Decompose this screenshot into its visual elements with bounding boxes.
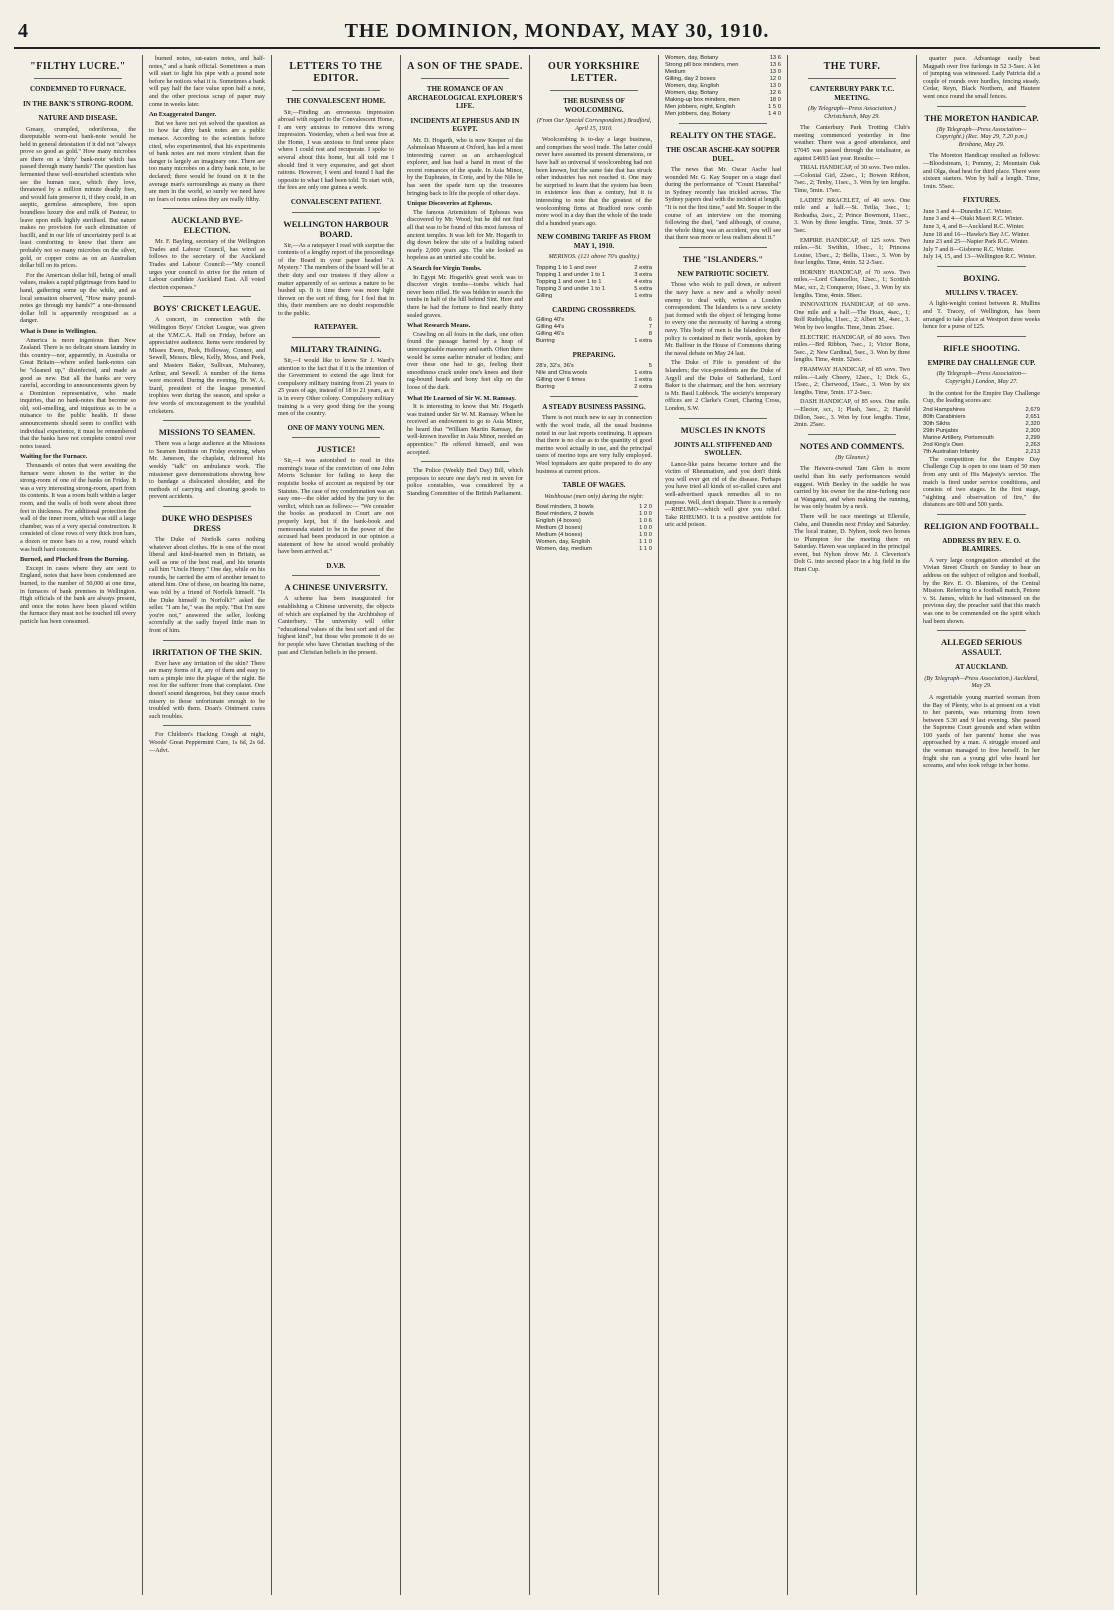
section-heading: FIXTURES. (962, 196, 1001, 205)
column-5 (530, 55, 659, 1595)
paragraph: The Duke of Norfolk cares nothing whatever about clothes. He is one of the most liberal and kind-hearted men in Britain, as well as one of the best read, and his tenants call him "Uncle Henry." One day, while on his rounds, he carried the arm of another tenant to attend him. One of these, on hearing his name, was told by a friend of Norfolk himself. "Is the Duke himself in Norfolk?" asked the seller. "I am he," was the reply. "But I'm sure you're not," answered the seller, looking scornfully at the sadly frayed little man in front of him. (149, 535, 265, 635)
paragraph: In Egypt Mr. Hogarth's great work was to discover virgin tombs—tombs which had never been rifled. He was bidden to search the tombs in half of the hill behind Sint. Here and there he had the fortune to find nearly thirty sealed graves. (407, 273, 523, 319)
section-heading: A STEADY BUSINESS PASSING. (542, 402, 646, 411)
column-7 (788, 55, 917, 1595)
article-title: NOTES AND COMMENTS. (799, 440, 905, 451)
divider (937, 266, 1026, 267)
dateline: (By Telegraph—Press Association—Copyright.) (Rec. May 29, 7.20 p.m.) Brisbane, May 29. (935, 125, 1028, 148)
article-subtitle: ADDRESS BY REV. E. O. BLAMIRES. (942, 536, 1021, 554)
wages-row (665, 104, 781, 111)
table-title: CARDING CROSSBREDS. (552, 305, 636, 314)
table-subtitle: MERINOS. (121 above 70's quality.) (548, 253, 640, 261)
table-cell-label: 28's, 32's, 36's (536, 362, 574, 369)
divider (163, 296, 251, 297)
table-title: TABLE OF WAGES. (562, 481, 626, 490)
table-cell-label: Gilling (536, 292, 553, 299)
table-cell-label: Medium (3 boxes) (536, 525, 583, 532)
table-cell-value: 2,320 (1025, 420, 1040, 427)
article-title: BOYS' CRICKET LEAGUE. (153, 303, 261, 314)
table-cell-label: 80th Carabiniers (923, 413, 966, 420)
table-cell-value: 2,651 (1025, 413, 1040, 420)
preparing-row (536, 377, 652, 384)
table-cell-value: 1 4 0 (768, 111, 781, 117)
paragraph: Greasy, crumpled, odoriferous, the disreputable worn-out bank-note would be held in general detestation if it did not "always prove so good as gold." How many microbes are there on a 'dirty' bank-note which has passed through many hands? The question has fermented these well-nourished scientists who see the human race, which they love, threatened by a million minute deadly foes, and would fain preserve it, if they could, in an aseptic, germless atmosphere, free upon boundless luxury doe and milk of Pasteur, to leave upon milk highly sterilised. But nature makes no provision for such elimination of bacilli, and in our life of uncertainty peril is at least comforting to know that there are probably not so many microbes on the silver, gold, or copper coins as on an Australian dollar bill on its prices. (20, 125, 136, 270)
section-heading: Waiting for the Furnace. (20, 453, 88, 461)
table-cell-label: Women, day, Botany (665, 55, 719, 61)
table-cell-label: Women, day, English (665, 83, 720, 89)
table-cell-label: Strong pill box minders, men (665, 62, 739, 68)
crossbreds-row (536, 338, 652, 345)
table-cell-value: 1 5 0 (768, 104, 781, 110)
table-cell-value: 12 0 (769, 76, 781, 82)
divider (292, 90, 380, 91)
table-cell-label: Nile and Chia wools (536, 369, 588, 376)
paragraph: The Police (Weekly Bed Day) Bill, which proposes to secure one day's rest in seven for police constables, was considered by a Standing Committee of the British Parliament. (407, 467, 523, 498)
column-4 (401, 55, 530, 1595)
divider (34, 78, 122, 79)
table-cell-label: Gilling 46's (536, 331, 565, 338)
table-cell-value: 13 6 (769, 62, 781, 68)
wages-row (665, 76, 781, 83)
table-cell-value: 1 0 0 (639, 525, 652, 532)
table-cell-value: 1 0 0 (639, 511, 652, 518)
preparing-row (536, 370, 652, 377)
divider (937, 106, 1026, 107)
tariff-row (536, 293, 652, 300)
wages-row (536, 539, 652, 546)
advertisement: Lance-like pains became torture and the victim of Rheumatism, and you don't think you will ever get rid of the disease. Perhaps you have tried all kinds of so-called cures and well-advertised quack remedies all to no purpose. Well, don't despair. There is a remedy—RHEUMO—which will give you relief. Take RHEUMO. It is a positive antidote for uric acid poison. (665, 460, 781, 529)
article-title: RELIGION AND FOOTBALL. (923, 520, 1039, 531)
table-cell-value: 1 2 0 (639, 504, 652, 511)
article-subtitle: IN THE BANK'S STRONG-ROOM. (23, 99, 133, 108)
paragraph: But we have not yet solved the question as to how far dirty bank notes are a public menace. According to the scientists before cited, who experimented, that his experiments of bank notes are not more virulent than the danger is largely an imaginary one. There are too many microbes on a dirty bank note, to be declared; there would be found on it in the average man's surroundings as many as there are men in the world, so surely we need have no fears of notes unless they are really filthy. (149, 119, 265, 203)
byline: (By Gleaner.) (835, 453, 869, 461)
preparing-table (536, 363, 652, 391)
wages-row (536, 525, 652, 532)
preparing-row (536, 384, 652, 391)
paragraph: The famous Artemisium of Ephesus was discovered by Mr. Wood; but he did not find all that was to be found of this most famous of ancient temples. It was left for Mr. Hogarth to dig down below the site of a building raised nearly 2,000 years ago. The site looked as hopeless as an untried site could be. (407, 208, 523, 262)
table-cell-value: 2,300 (1025, 427, 1040, 434)
score-row (923, 421, 1040, 428)
table-cell-value: 2,263 (1025, 441, 1040, 448)
divider (808, 434, 896, 435)
paragraph: The competition for the Empire Day Challenge Cup is open to one team of 50 men from any unit of His Majesty's service. The match is fired under service conditions, and consists of two stages. In the first stage, "sighting and observation of fire," the distances are 600 and 500 yards. (923, 455, 1040, 509)
divider (550, 396, 638, 397)
table-cell-label: Gilling over 6 times (536, 376, 586, 383)
paragraph: Sir,—Finding an erroneous impression abroad with regard to the Convalescent Home, I am very anxious to remove this wrong impression. Yesterday, when a bed was free at the Home, I was anxious to find some place where I could rest and recuperate. I spoke to several about this home, but all told me I should find it very expensive, and get short rations. However, I went and found I had the opposite to what I had been told. To start with, the fees are only one guinea a week. (278, 108, 394, 192)
article-title: DUKE WHO DESPISES DRESS (161, 512, 253, 533)
divider (421, 461, 509, 462)
fixture-item: July 7 and 8—Gisborne R.C. Winter. (923, 245, 1015, 253)
paragraph: A regrettable young married woman from the Bay of Plenty, who is at present on a visit to her parents, was returning from town between 5.30 and 9 last evening. She passed the Supreme Court grounds and when within 100 yards of her parents' home she was approached by a man. A struggle ensued and the woman managed to free herself. In her fright she ran a young girl who heard her screams, and who took refuge in her home. (923, 693, 1040, 770)
table-cell-label: Women, day, medium (536, 546, 592, 553)
wages-row (536, 546, 652, 553)
wages-row (536, 504, 652, 511)
table-cell-value: 3 extra (634, 271, 652, 278)
section-heading: A Search for Virgin Tombs. (407, 265, 482, 272)
paragraph: quarter pace. Advantage easily beat Magpath over five furlongs in 52 3-5sec. A lot of jumping was witnessed. Lady Patricia did a couple of rounds over hurdles, fencing steady. Cedar, Reyn, Black Northern, and Hautere went once round the small fences. (923, 55, 1040, 100)
advertisement: For Children's Hacking Cough at night, Woods' Great Peppermint Cure, 1s 6d, 2s 6d.—Advt. (149, 731, 265, 754)
article-title: OUR YORKSHIRE LETTER. (548, 61, 640, 84)
table-cell-value: 18 0 (769, 97, 781, 103)
fixtures-list (923, 208, 1040, 261)
table-cell-value: 7 (648, 324, 652, 331)
article-title: THE "ISLANDERS." (682, 253, 764, 264)
crossbreds-row (536, 331, 652, 338)
wages-row (665, 97, 781, 104)
paragraph: Those who wish to pull down, or subvert the navy have a new and a wholly novel enemy to deal with, writes a London correspondent. The Islanders is a new society just formed with the object of bringing home to every one the necessity of having a strong navy. This body of men is the Islanders; their policy is contained in their words, spoken by Mr. Balfour in the House of Commons during the naval debate on May 24 last. (665, 281, 781, 357)
divider (292, 437, 380, 438)
scores-table (923, 407, 1040, 456)
paragraph: burned notes, rat-eaten notes, and half-notes," and a bank official. Sometimes a man will start to light his pipe with a pound note before he notices what it is. Sometimes a bank will pay half the face value upon half a note, and the other precious scrap of paper may come in weeks later. (149, 55, 265, 108)
table-cell-value: 1 1 0 (639, 539, 652, 546)
table-cell-value: 2 extra (634, 264, 652, 271)
table-cell-value: 5 (648, 362, 652, 369)
wages-row (536, 511, 652, 518)
table-cell-value: 1 extra (634, 292, 652, 299)
paragraph: Sir,—As a ratepayer I read with surprise the contents of a lengthy report of the proceedings of the Board in your paper headed "A Mystery." The members of the board will be at their duty and our trustees if they allow a matter apparently of so serious a nature to be hushed up. It is time there was more light thrown on the sort of thing, for I feel that in this, their members are no doubt responsible to the public. (278, 241, 394, 317)
column-3 (272, 55, 401, 1595)
race-result: ELECTRIC HANDICAP, of 80 sovs. Two miles.—Brd Ribbon, 7sec., 1; Victor Bone, 5sec., 2; New Cardinal, 5sec., 3. Won by three lengths. Time, 4min. 52sec. (794, 333, 910, 364)
dateline: (From Our Special Correspondent.) Bradford, April 15, 1910. (536, 117, 652, 132)
paragraph: There is not much new to say in connection with the wool trade, all the usual business noted in our last reports continuing. It appears that there is no clue as to the quantity of good merino wool actually in use, and the principal users of merino tops are very fully employed. Wool topmakers are quite prepared to do any business at current prices. (536, 414, 652, 475)
divider (679, 123, 767, 124)
paragraph: A scheme has been inaugurated for establishing a Chinese university, the objects of which are explained by the Archbishop of Canterbury. The university will offer "educational values of the best sort and of the highest kind", but those who promote it do so for people who have Christian teaching of the past and Christian beliefs in the present. (278, 595, 394, 656)
article-subtitle: THE ROMANCE OF AN ARCHAEOLOGICAL EXPLORER'S LIFE. (407, 85, 523, 110)
article-subtitle: INCIDENTS AT EPHESUS AND IN EGYPT. (410, 116, 520, 133)
table-cell-value: 2,299 (1025, 434, 1040, 441)
signature: ONE OF MANY YOUNG MEN. (287, 423, 385, 432)
article-title: A CHINESE UNIVERSITY. (284, 582, 388, 593)
table-cell-value: 1 extra (634, 376, 652, 383)
fixture-item: July 14, 15, and 13—Wellington R.C. Winter. (923, 253, 1037, 261)
table-cell-label: 2nd King's Own (923, 441, 964, 448)
table-cell-label: Gilling, day 2 boxes (665, 76, 716, 82)
table-cell-label: Marine Artillery, Portsmouth (923, 434, 994, 441)
paragraph: Crawling on all fours in the dark, one often found the passage barred by a heap of unrecognisable masonry and earth. Often there would be some earlier intruder of bodies; and over these one had to go, feeling their smoothness crack under one's knees and their rag-bound heads and bony feet slip on the loose of the dark. (407, 330, 523, 391)
table-cell-label: 2nd Hampshires (923, 406, 966, 413)
divider (163, 725, 251, 726)
preparing-row (536, 363, 652, 370)
race-result: FRAMWAY HANDICAP, of 85 sovs. Two miles.—Lady Cheery, 12sec., 1; Dick G., 15sec., 2; Cherwood, 15sec., 3. Won by six lengths. Time, 5min. 17 2-5sec. (794, 366, 910, 396)
article-title: A SON OF THE SPADE. (407, 61, 523, 72)
table-cell-label: Gilling 40's (536, 317, 565, 324)
article-title: MILITARY TRAINING. (290, 343, 382, 354)
paragraph: Woolcombing is to-day a large business, and comprises the wool trade. The latter could never have assumed its present dimensions, or have half so universal if woolcombing had not been known, but the same fate that has struck other industries has not reached it. One may be surprised to learn that the system has been in existence less than a century, but it is interesting to note that the greatest of the woolcombing firms at Bradford now comb more wool in a day than the whole of the trade did a hundred years ago. (536, 136, 652, 227)
column-2 (143, 55, 272, 1595)
score-row (923, 442, 1040, 449)
fixture-item: June 18 and 16—Hawke's Bay J.C. Winter. (923, 230, 1030, 238)
paragraph: Ever have any irritation of the skin? There are many forms of it, any of them and easy to turn a pimple into the plague of the night. Be rest for the sufferer from that complaint. One doesn't sound dangerous, but they cause much misery to those unfortunate enough to be troubled with them. Doan's Ointment cures such troubles. (149, 659, 265, 720)
paragraph: In the contest for the Empire Day Challenge Cup, the leading scores are: (923, 389, 1040, 405)
table-cell-label: Women, day, Botany (665, 90, 719, 96)
article-title: MISSIONS TO SEAMEN. (158, 427, 256, 438)
wages-row (536, 532, 652, 539)
article-title: ALLEGED SERIOUS ASSAULT. (940, 637, 1022, 658)
article-title: BOXING. (963, 272, 1000, 283)
wages-table-continued (665, 55, 781, 118)
masthead (14, 20, 1100, 49)
article-title: RIFLE SHOOTING. (943, 342, 1020, 353)
table-cell-label: Women, day, English (536, 539, 591, 546)
fixture-item: June 3 and 4—Dunedin J.C. Winter. (923, 207, 1013, 215)
advert-subtitle: JOINTS ALL STIFFENED AND SWOLLEN. (673, 440, 773, 458)
divider (937, 336, 1026, 337)
table-cell-label: Burring (536, 383, 555, 390)
column-8 (917, 55, 1046, 1595)
fixture-item: June 23 and 25—Napier Park R.C. Winter. (923, 238, 1029, 246)
paragraph: Except in cases where they are sent to England, notes that have been condemned are burned, to the number of 50,000 at one time, in furnaces of bank premises in Wellington. High officials of the bank are always present, and once the notes have been placed within the furnace they must not be touched till every particle has been consumed. (20, 564, 136, 625)
article-title: LETTERS TO THE EDITOR. (289, 61, 383, 84)
wages-row (536, 518, 652, 525)
fixture-item: June 3, 4, and 8—Auckland R.C. Winter. (923, 223, 1025, 230)
table-cell-label: Bowl minders, 3 bowls (536, 504, 594, 511)
article-title: "FILTHY LUCRE." (30, 61, 126, 72)
paragraph: A concert, in connection with the Wellington Boys' Cricket League, was given at the Y.M.C.A. Hall on Friday, before an appreciative audience. Items were rendered by Misses Ewen, Peek, Holloway, Connor, and Sewell, Messrs. Blew, Kelly, Moss, and Peek, and Masters Baker, Sullivan, Mulvaney, Arthur, and Sewell. A number of the items were encored. During the evening, Dr. W. A. Izard, president of the league presented trophies won during the season, and spoke a few words of encouragement to the youthful cricketers. (149, 316, 265, 415)
race-result: EMPIRE HANDICAP, of 125 sovs. Two miles.—St. Swithin, 10sec., 1; Princess Louise, 15sec., 2; Bellis, 11sec., 3. Won by four lengths. Time, 4min. 52 2-5sec. (794, 236, 910, 267)
divider (421, 78, 509, 79)
page-number: 4 (18, 20, 28, 42)
table-cell-label: Medium (665, 69, 686, 75)
table-cell-value: 1 1 0 (639, 546, 652, 553)
divider (163, 208, 251, 209)
newspaper-title: THE DOMINION, MONDAY, MAY 30, 1910. (344, 20, 770, 42)
wages-row (665, 69, 781, 76)
divider (163, 506, 251, 507)
article-title: AUCKLAND BYE-ELECTION. (171, 215, 243, 236)
signature: CONVALESCENT PATIENT. (290, 198, 382, 207)
race-result: INNOVATION HANDICAP, of 60 sovs. One mile and a half.—The Hoax, 4sec., 1; Rolf Rudolpha, 11sec., 2; Albert M., 4sec., 3. Won by two lengths. Time, 3min. 25sec. (794, 301, 910, 332)
paragraph: A light-weight contest between R. Mullins and T. Tracey, of Wellington, has been arranged to take place at Westport three weeks hence for a purse of £25. (923, 300, 1040, 331)
paragraph: Sir,—I would like to know Sir J. Ward's attention to the fact that if it is the intention of the Government to extend the age limit for compulsory military training from 21 years to 25 years of age, instead of 18 to 21 years, as it is in every Other colony. Compulsory military training is a very good thing for the young men of the country. (278, 356, 394, 418)
paragraph: Mr. F. Bayling, secretary of the Wellington Trades and Labour Council, has wired as follows to the secretary of the Auckland Trades and Labour Council:—"My council urges your council to strive for the return of Labour candidate Auckland East. All voted election expenses." (149, 238, 265, 291)
paragraph: The Hawera-owned Tam Glen is more useful than his early performances would suggest. With Beeley in the saddle he was carried by his owner for the nine-furlong race at Wanganui, and when making the running, he was only beaten by a neck. (794, 465, 910, 511)
score-row (923, 407, 1040, 414)
tariff-row (536, 272, 652, 279)
section-heading: What He Learned of Sir W. M. Ramsay. (407, 394, 516, 402)
signature: RATEPAYER. (314, 323, 358, 332)
race-result: HORNBY HANDICAP, of 70 sovs. Two miles.—Lord Chancellor, 12sec., 1; Scottish Mac, scr., 2; Conqueror, 16sec., 3. Won by six lengths. Time, 4min. 58sec. (794, 268, 910, 299)
article-subtitle: CANTERBURY PARK T.C. MEETING. (809, 85, 895, 102)
table-cell-label: 29th Punjabis (923, 427, 959, 434)
table-cell-label: Topping 3 and under 1 to 1 (536, 285, 605, 292)
wages-row (665, 111, 781, 118)
tariff-table (536, 265, 652, 300)
table-cell-value: 1 extra (634, 369, 652, 376)
paragraph: The Duke of Fife is president of the Islanders; the vice-presidents are the Duke of Argyll and the Duke of Sutherland, Lord Baker is the chairman; and the hon. secretary is Mr. Basil Lubbock. The society's temporary offices are 2 Clarke's Court, Charing Cross, London, S.W. (665, 359, 781, 412)
table-cell-value: 2,679 (1025, 406, 1040, 413)
article-subtitle: CONDEMNED TO FURNACE. (30, 85, 126, 93)
paragraph: The news that Mr. Oscar Asche had wounded Mr. G. Kay Souper on a stage duel during the performance of "Count Hannibal" in Sydney recently has trickled across. The Sydney papers deal with the incident at length. "It is not the first time," said Mr. Souper in the course of an interview on the morning following the duel, "and although, of course, the whole thing was an accident, you will see that there was more or less realism about it." (665, 166, 781, 242)
article-subtitle: MULLINS V. TRACEY. (945, 288, 1018, 297)
section-heading: What is Done in Wellington. (20, 327, 97, 335)
divider (550, 90, 638, 91)
divider (163, 640, 251, 641)
article-title: REALITY ON THE STAGE. (670, 130, 776, 140)
article-subtitle: NATURE AND DISEASE. (38, 114, 118, 122)
paragraph: For the American dollar bill, being of small values, makes a rapid pilgrimage from hand to hand, gathering some up the while, and as local sensation observed, "How many pound-notes go through my hands?" a one-thousand dollar bill is apparently recognised as a danger. (20, 271, 136, 325)
table-cell-label: Topping 1 and under 1 to 1 (536, 271, 605, 278)
table-title: PREPARING. (572, 351, 616, 360)
table-cell-value: 1 0 0 (639, 532, 652, 539)
article-subtitle: THE CONVALESCENT HOME. (286, 97, 386, 105)
table-cell-value: 8 (648, 331, 652, 338)
score-row (923, 414, 1040, 421)
divider (292, 337, 380, 338)
wages-table (536, 504, 652, 553)
wages-row (665, 55, 781, 62)
paragraph: Thousands of notes that were awaiting the furnace were shown to the writer in the strong-room of one of the banks on Friday. It was a very interesting strong-room, apart from its contents. It was a room built within a larger room, and the walls of both were about three feet in thickness. For additional protection the wall of the inner room, which was still a large chamber, was of a very special construction. It consisted of close rows of very thick iron bars, a dozen or more bars to a row, round which was built hard concrete. (20, 462, 136, 553)
divider (808, 78, 896, 79)
article-title: JUSTICE! (316, 444, 356, 455)
paragraph: Mr. D. Hogarth, who is now Keeper of the Ashmolean Museum at Oxford, has led a most interesting career as an archaeological explorer, and has had a hand in most of the recent romances of the spade. In Asia Minor, by the Euphrates, in Crete, and by the Nile he has seen the spade turn up the treasures bringing back to life the people of other days. (407, 136, 523, 197)
advert-title: MUSCLES IN KNOTS (680, 424, 766, 435)
crossbreds-table (536, 317, 652, 345)
paragraph: There will be race meetings at Ellersile, Oahu, and Dunedin next Friday and Saturday. The local trainer, D. Nyhon, took two horses to Plumpton for the meeting there on Saturday. Haven was unplaced in the principal event, but Nyhon drove Mr. J. Cleverton's Dolt G. into second place in a big field in the Hunt Cup. (794, 512, 910, 574)
score-row (923, 435, 1040, 442)
table-cell-value: 2 extra (634, 383, 652, 390)
article-subtitle: THE OSCAR ASCHE-KAY SOUPER DUEL. (666, 146, 780, 163)
tariff-row (536, 265, 652, 272)
dateline: (By Telegraph—Press Association.) Auckland, May 29. (924, 674, 1039, 690)
paragraph: Sir,—I was astonished to read in this morning's issue of the conviction of one John Morris Schuster for failing to keep the requisite books of account as required by our Statutes. The case of my condemnation was an easy one—the older added by the jury to the verdict, which ran as follows:— "We consider the books as produced in Court are not properly kept, but if the bank-book and memoranda stated to be in the power of the accused had been produced in our opinion a statement of how he stood would probably have been arrived at." (278, 457, 394, 556)
table-cell-value: 1 0 6 (639, 518, 652, 525)
table-cell-label: Burring (536, 338, 555, 345)
divider (292, 575, 380, 576)
table-cell-label: Medium (4 boxes) (536, 532, 583, 539)
divider (679, 418, 767, 419)
article-subtitle: EMPIRE DAY CHALLENGE CUP. (927, 358, 1036, 367)
article-title: THE TURF. (823, 61, 881, 72)
divider (937, 630, 1026, 631)
dateline: (By Telegraph—Press Association—Copyright.) London, May 27. (936, 370, 1027, 385)
column-6 (659, 55, 788, 1595)
paragraph: America is more ingenious than New Zealand. There is no delicate steam laundry in this country—nor, apparently, in Australia or Great Britain—where soiled bank-notes can be "cleaned up," disinfected, and made as good as new. But all the banks are very careful, according to announcements given by a Dominion representative, who made inquiries, that no bank-notes that become so old, soil-smelling, and iniquitous as to be a nuisance to the public health. If these announcements should seem to conflict with individual experience, it must be remembered that the banks have not complete control over notes issued. (20, 336, 136, 450)
section-heading: Burned, and Plucked from the Burning. (20, 556, 129, 564)
race-result: TRIAL HANDICAP, of 30 sovs. Two miles.—Colonial Girl, 22sec., 1; Bowen Ribbon, 7sec., 2; Tenby, 11sec., 3. Won by ten lengths. Time, 5min. 17sec. (794, 164, 910, 194)
table-cell-label: 30th Sikhs (923, 420, 951, 427)
article-subtitle: THE BUSINESS OF WOOLCOMBING. (563, 97, 625, 114)
section-heading: What Research Means. (407, 322, 471, 330)
table-title: NEW COMBING TARIFF AS FROM MAY 1, 1910. (537, 233, 651, 250)
race-result: LADIES' BRACELET, of 40 sovs. One mile and a half.—St. Tetlia, 3sec., 1; Redeatha, 2sec., 2; Prince Bowmont, 11sec., 3. Won by three lengths. Time, 3min. 37 3-5sec. (794, 196, 910, 234)
table-cell-label: Men jobbers, day, Botany (665, 111, 731, 117)
score-row (923, 449, 1040, 456)
article-title: THE MORETON HANDICAP. (924, 112, 1039, 123)
paragraph: The Canterbury Park Trotting Club's meeting commenced yesterday in fine weather. There was a good attendance, and £7045 was passed through the totalisator, as against £4693 last year. Results:— (794, 124, 910, 162)
divider (163, 420, 251, 421)
section-heading: Unique Discoveries at Ephesus. (407, 200, 493, 208)
table-cell-label: Gilling 44's (536, 324, 565, 331)
article-subtitle: NEW PATRIOTIC SOCIETY. (677, 269, 769, 278)
table-cell-value: 12 6 (769, 90, 781, 96)
columns (14, 55, 1100, 1595)
paragraph: There was a large audience at the Missions to Seamen Institute on Friday evening, when Mr. Jameson, the chaplain, delivered his weekly "talk" on ambulance work. The missioner gave demonstrations showing how to bandage a dislocated shoulder, and the methods of carrying and cleaning goods to prevent accidents. (149, 440, 265, 501)
table-cell-value: 2,213 (1025, 448, 1040, 455)
section-heading: An Exaggerated Danger. (149, 111, 217, 119)
table-cell-label: Men jobbers, night, English (665, 104, 735, 110)
table-cell-value: 5 extra (634, 285, 652, 292)
crossbreds-row (536, 317, 652, 324)
table-cell-label: Topping 1 and over 1 to 1 (536, 278, 602, 285)
table-cell-label: Making-up box minders, men (665, 97, 740, 103)
wages-row (665, 62, 781, 69)
table-cell-label: Topping 1 to 1 and over (536, 264, 597, 271)
dateline: (By Telegraph—Press Association.) Christchurch, May 29. (808, 105, 896, 120)
article-subtitle: AT AUCKLAND. (955, 663, 1008, 672)
signature: D.V.B. (326, 561, 346, 570)
table-cell-value: 13 0 (769, 83, 781, 89)
wages-row (665, 90, 781, 97)
article-title: IRRITATION OF THE SKIN. (152, 646, 262, 657)
tariff-row (536, 279, 652, 286)
paragraph: A very large congregation attended at the Vivian Street Church on Sunday to hear an address on the subject of religion and football, by the Rev. E. O. Blamires, of the Central Mission. Referring to a football match, Petone v. St. James, which he had witnessed on the previous day, the preacher said that this match was one to be commended on the spirit which had been shown. (923, 556, 1040, 625)
column-1 (14, 55, 143, 1595)
table-cell-value: 13 0 (769, 69, 781, 75)
wages-row (665, 83, 781, 90)
crossbreds-row (536, 324, 652, 331)
table-cell-label: 7th Australian Infantry (923, 448, 980, 455)
table-cell-label: Bowl minders, 2 bowls (536, 511, 594, 518)
divider (679, 247, 767, 248)
table-cell-value: 13 6 (769, 55, 781, 61)
tariff-row (536, 286, 652, 293)
table-cell-value: 1 extra (634, 338, 652, 345)
paragraph: It is interesting to know that Mr. Hogarth was trained under Sir W. M. Ramsay. When he received an endowment to go to Asia Minor, he heard that "William Martin Ramsay, the well-known traveller in Asia Minor, needed an apprentice." He offered himself, and was accepted. (407, 403, 523, 456)
divider (937, 514, 1026, 515)
table-subtitle: Washhouse (men only) during the night: (544, 492, 644, 500)
table-cell-value: 4 extra (634, 278, 652, 285)
article-title: WELLINGTON HARBOUR BOARD. (283, 218, 389, 239)
score-row (923, 428, 1040, 435)
divider (292, 212, 380, 213)
table-cell-label: English (4 boxes) (536, 518, 581, 525)
race-result: DASH HANDICAP, of 85 sovs. One mile.—Elector, scr., 1; Plush, 3sec., 2; Harold Dillon, 5sec., 3. Won by four lengths. Time, 2min. 25sec. (794, 398, 910, 429)
table-cell-value: 6 (648, 317, 652, 324)
paragraph: The Moreton Handicap resulted as follows:—Bloodstream, 1; Pommy, 2; Mountain Oak and Olga, dead heat for third place. There were sixteen starters. Won by half a length. Time, 1min. 55sec. (923, 152, 1040, 190)
fixture-item: June 3 and 4—Otaki Maori R.C. Winter. (923, 215, 1024, 223)
